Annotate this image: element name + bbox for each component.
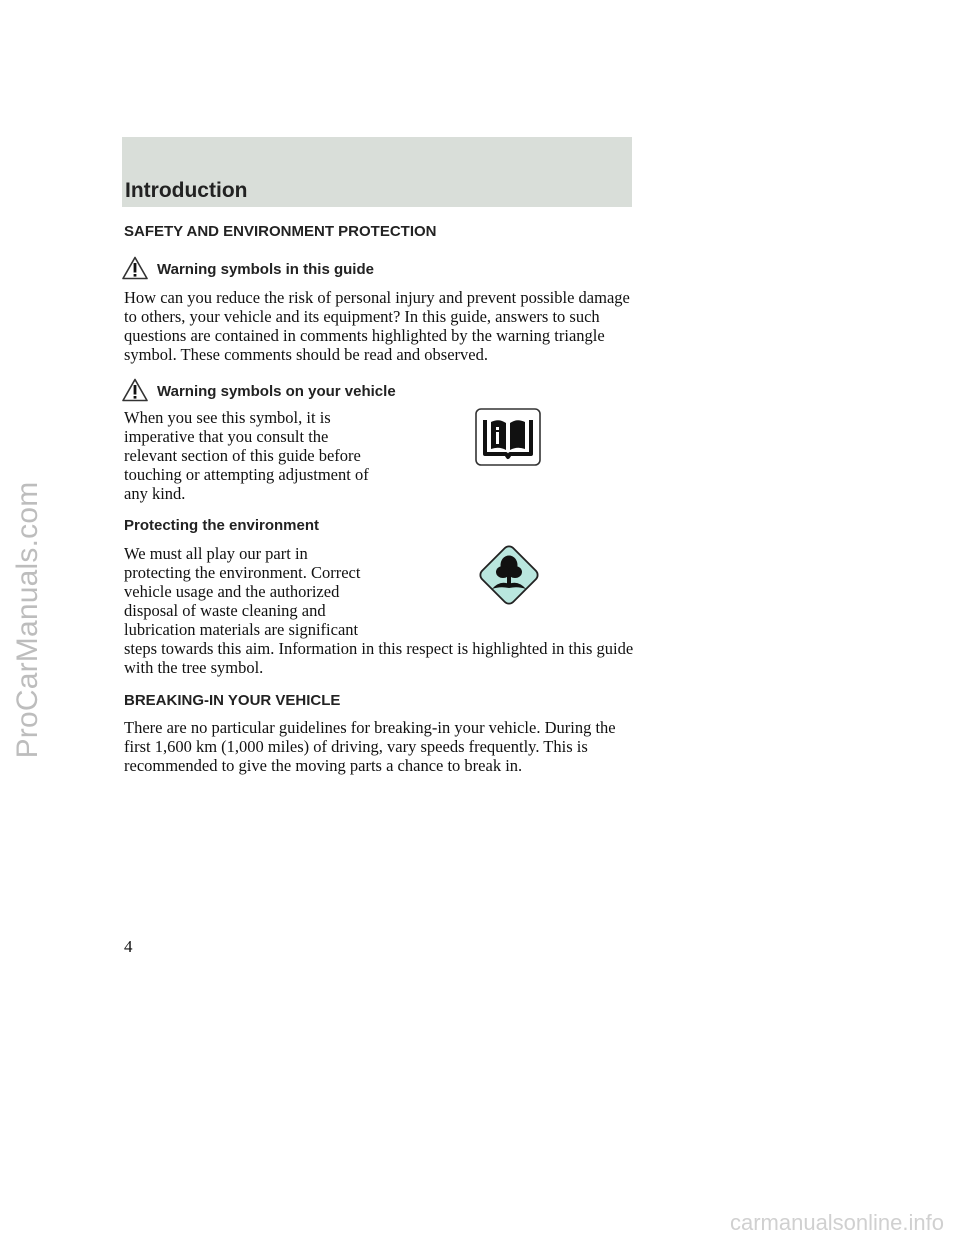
warning-triangle-icon: [122, 378, 148, 402]
bottom-watermark: carmanualsonline.info: [729, 1210, 944, 1235]
breaking-in-heading: BREAKING-IN YOUR VEHICLE: [124, 692, 341, 709]
environment-heading: Protecting the environment: [124, 517, 320, 534]
guide-symbols-body: How can you reduce the risk of personal injury and prevent possible damage to others, your vehicle and its equipment? In this guide, answers to such questions are contained in comments highlighted by the warning triangle symbol. These comments should be read and observed.: [124, 288, 630, 364]
vehicle-symbols-block: [124, 408, 634, 503]
page-number: 4: [124, 937, 133, 956]
environment-body-narrow: We must all play our part in protecting the environment. Correct vehicle usage and the authorized disposal of waste cleaning and lubrication materials are significant: [124, 544, 361, 639]
environment-symbol-box: [474, 540, 544, 615]
page-content: [124, 222, 634, 775]
safety-section-heading: SAFETY AND ENVIRONMENT PROTECTION: [124, 223, 437, 240]
chapter-title: Introduction: [125, 179, 248, 202]
vehicle-symbols-heading-row: [124, 378, 634, 402]
side-watermark: [10, 20, 46, 1220]
guide-symbols-heading: Warning symbols in this guide: [157, 261, 374, 278]
vehicle-symbols-body: When you see this symbol, it is imperative that you consult the relevant section of this guide before touching or attempting adjustment of any kind.: [124, 408, 369, 503]
side-watermark-text: ProCarManuals.com: [11, 481, 44, 759]
tree-environment-icon: [474, 540, 544, 610]
warning-triangle-icon: [122, 256, 148, 280]
manual-symbol-box: [475, 408, 541, 471]
chapter-header-band: [122, 137, 632, 207]
owner-manual-icon: [475, 408, 541, 466]
environment-body-wide: steps towards this aim. Information in this respect is highlighted in this guide with the tree symbol.: [124, 639, 634, 677]
vehicle-symbols-heading: Warning symbols on your vehicle: [157, 383, 396, 400]
environment-block: [124, 544, 634, 639]
guide-symbols-heading-row: [124, 256, 634, 280]
breaking-in-body: There are no particular guidelines for breaking-in your vehicle. During the first 1,600 km (1,000 miles) of driving, vary speeds frequently. This is recommended to give the moving parts a chance to break in.: [124, 718, 616, 775]
